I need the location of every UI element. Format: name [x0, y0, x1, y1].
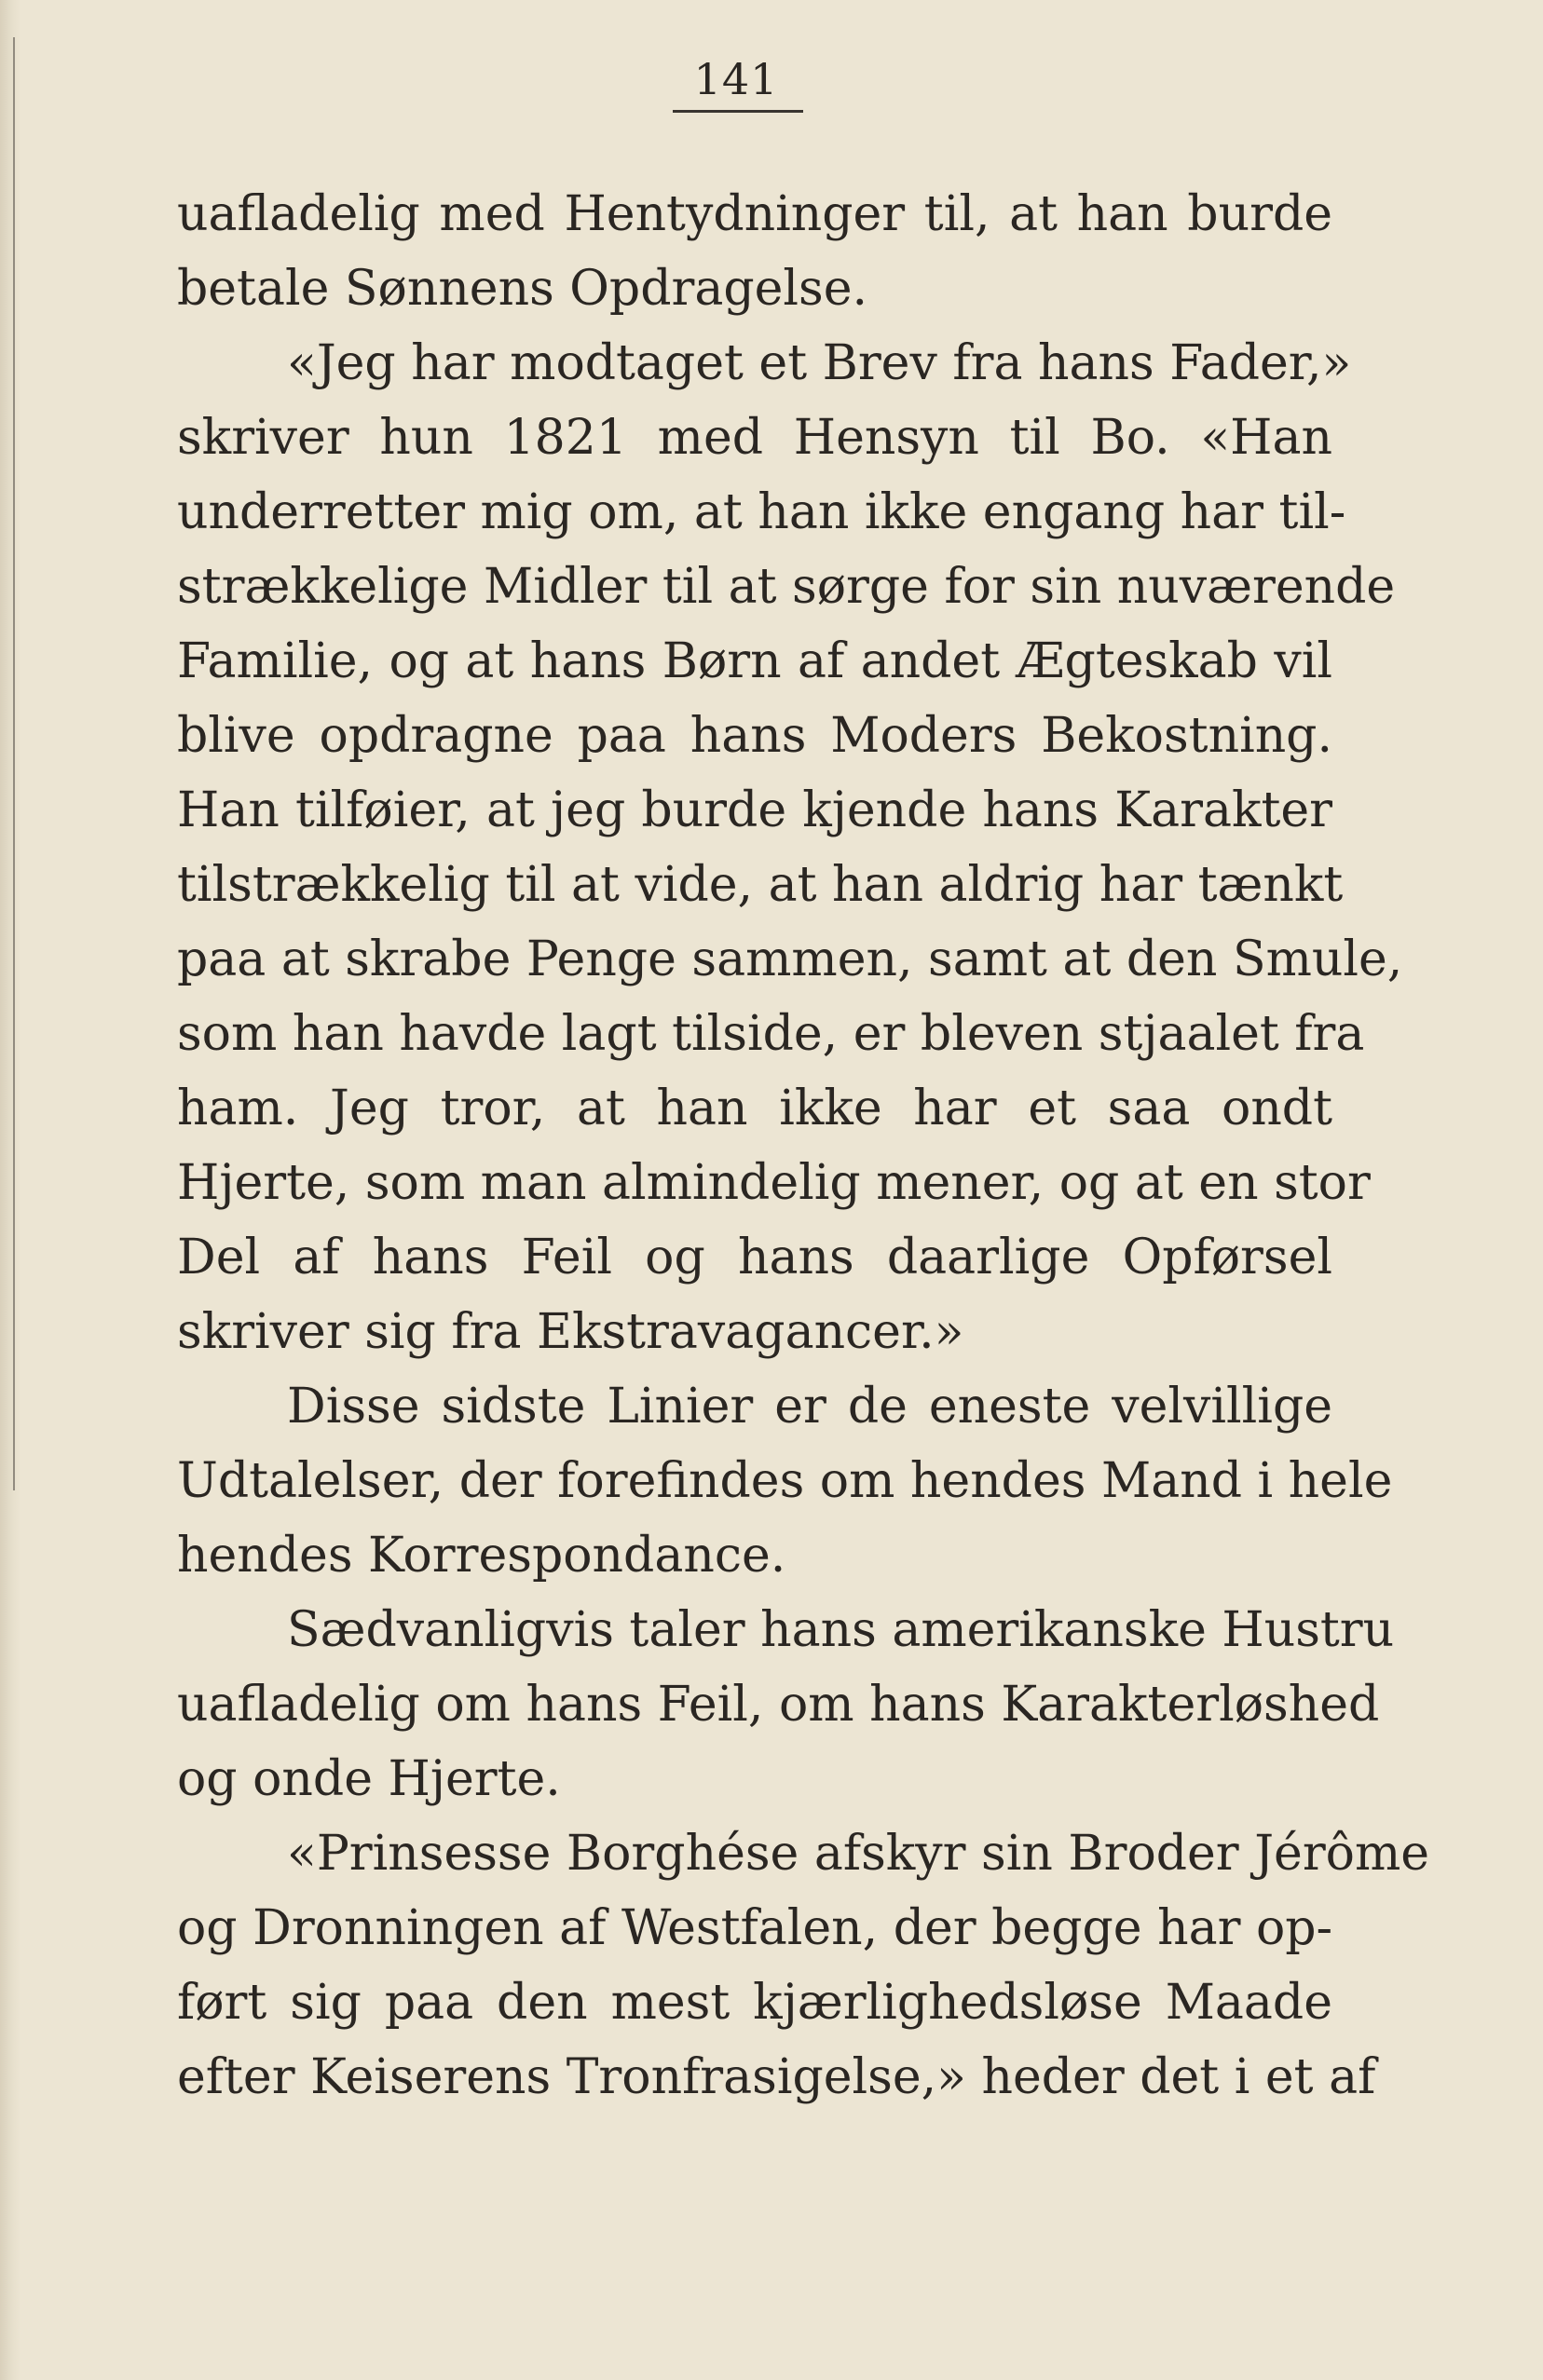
text-line: Del af hans Feil og hans daarlige Opførsel	[177, 1230, 1332, 1285]
text-line: strækkelige Midler til at sørge for sin nuværende	[177, 559, 1396, 615]
text-line: Udtalelser, der forefindes om hendes Mand i hele	[177, 1453, 1393, 1509]
text-line: som han havde lagt tilside, er bleven stjaalet fra	[177, 1006, 1365, 1062]
text-line: efter Keiserens Tronfrasigelse,» heder det i et af	[177, 2049, 1376, 2105]
text-line: paa at skrabe Penge sammen, samt at den Smule,	[177, 932, 1403, 987]
text-line: ført sig paa den mest kjærlighedsløse Maade	[177, 1975, 1332, 2031]
text-line: blive opdragne paa hans Moders Bekostning.	[177, 708, 1332, 764]
text-line: uafladelig med Hentydninger til, at han burde	[177, 186, 1332, 242]
text-line: «Jeg har modtaget et Brev fra hans Fader,»	[287, 335, 1352, 391]
text-line: skriver sig fra Ekstravagancer.»	[177, 1304, 964, 1360]
page-binding-edge	[0, 0, 20, 2380]
text-line: uafladelig om hans Feil, om hans Karakterløshed	[177, 1677, 1380, 1733]
text-line: betale Sønnens Opdragelse.	[177, 261, 868, 317]
text-line: og Dronningen af Westfalen, der begge har op-	[177, 1900, 1333, 1956]
text-line: Disse sidste Linier er de eneste velvillige	[287, 1379, 1332, 1435]
text-line: «Prinsesse Borghése afskyr sin Broder Jérôme	[287, 1826, 1430, 1882]
body-text	[177, 177, 1430, 2115]
text-line: skriver hun 1821 med Hensyn til Bo. «Han	[177, 410, 1332, 466]
text-line: og onde Hjerte.	[177, 1751, 561, 1807]
text-line: Familie, og at hans Børn af andet Ægteskab vil	[177, 633, 1332, 689]
text-line: Sædvanligvis taler hans amerikanske Hustru	[287, 1602, 1395, 1658]
text-line: Han tilføier, at jeg burde kjende hans Karakter	[177, 782, 1332, 838]
text-line: tilstrækkelig til at vide, at han aldrig har tænkt	[177, 857, 1344, 913]
page-number: 141	[693, 54, 779, 104]
text-line: ham. Jeg tror, at han ikke har et saa ondt	[177, 1081, 1332, 1136]
text-line: Hjerte, som man almindelig mener, og at en stor	[177, 1155, 1371, 1211]
page-number-rule	[673, 110, 803, 113]
text-line: hendes Korrespondance.	[177, 1528, 786, 1584]
binding-shadow-line	[13, 37, 15, 1490]
text-line: underretter mig om, at han ikke engang har til-	[177, 484, 1346, 540]
